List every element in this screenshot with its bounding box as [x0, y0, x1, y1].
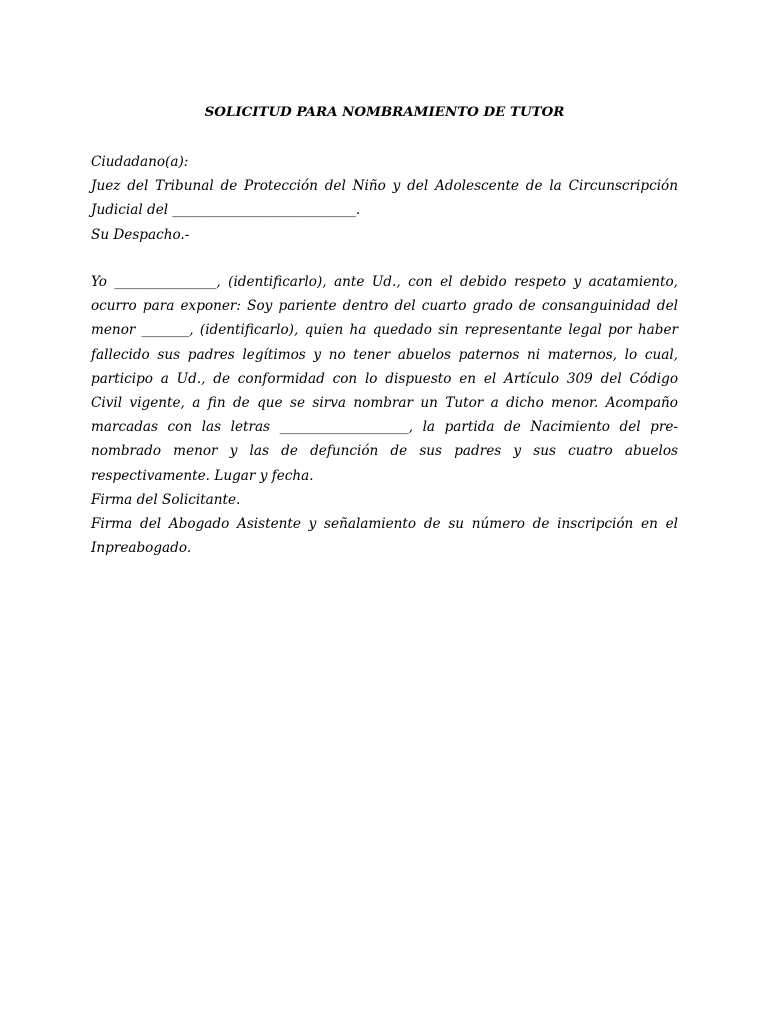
body-paragraph	[91, 270, 678, 560]
body-line-7: marcadas con las letras ___________________, la partida de Nacimiento del pre-	[91, 419, 678, 436]
signature-lawyer-line-2: Inpreabogado.	[91, 540, 192, 557]
salutation-line-3: Judicial del ___________________________.	[91, 202, 361, 219]
body-line-3: menor _______, (identificarlo), quien ha quedado sin representante legal por haber	[91, 322, 678, 339]
salutation-line-4: Su Despacho.-	[91, 226, 190, 243]
body-line-2: ocurro para exponer: Soy pariente dentro del cuarto grado de consanguinidad del	[91, 298, 678, 315]
salutation-block	[91, 150, 678, 247]
body-line-6: Civil vigente, a fin de que se sirva nombrar un Tutor a dicho menor. Acompaño	[91, 395, 678, 412]
body-line-5: participo a Ud., de conformidad con lo dispuesto en el Artículo 309 del Código	[91, 370, 678, 387]
body-line-4: fallecido sus padres legítimos y no tener abuelos paternos ni maternos, lo cual,	[91, 346, 678, 363]
salutation-line-1: Ciudadano(a):	[91, 154, 189, 170]
signature-applicant: Firma del Solicitante.	[91, 491, 241, 508]
document-title: SOLICITUD PARA NOMBRAMIENTO DE TUTOR	[204, 104, 565, 120]
signature-lawyer-line-1: Firma del Abogado Asistente y señalamiento de su número de inscripción en el	[91, 516, 678, 533]
salutation-line-2: Juez del Tribunal de Protección del Niño y del Adolescente de la Circunscripción	[91, 178, 678, 195]
body-line-8: nombrado menor y las de defunción de sus padres y sus cuatro abuelos	[91, 443, 678, 460]
body-line-1: Yo _______________, (identificarlo), ante Ud., con el debido respeto y acatamiento,	[91, 274, 678, 290]
body-line-9: respectivamente. Lugar y fecha.	[91, 467, 314, 484]
